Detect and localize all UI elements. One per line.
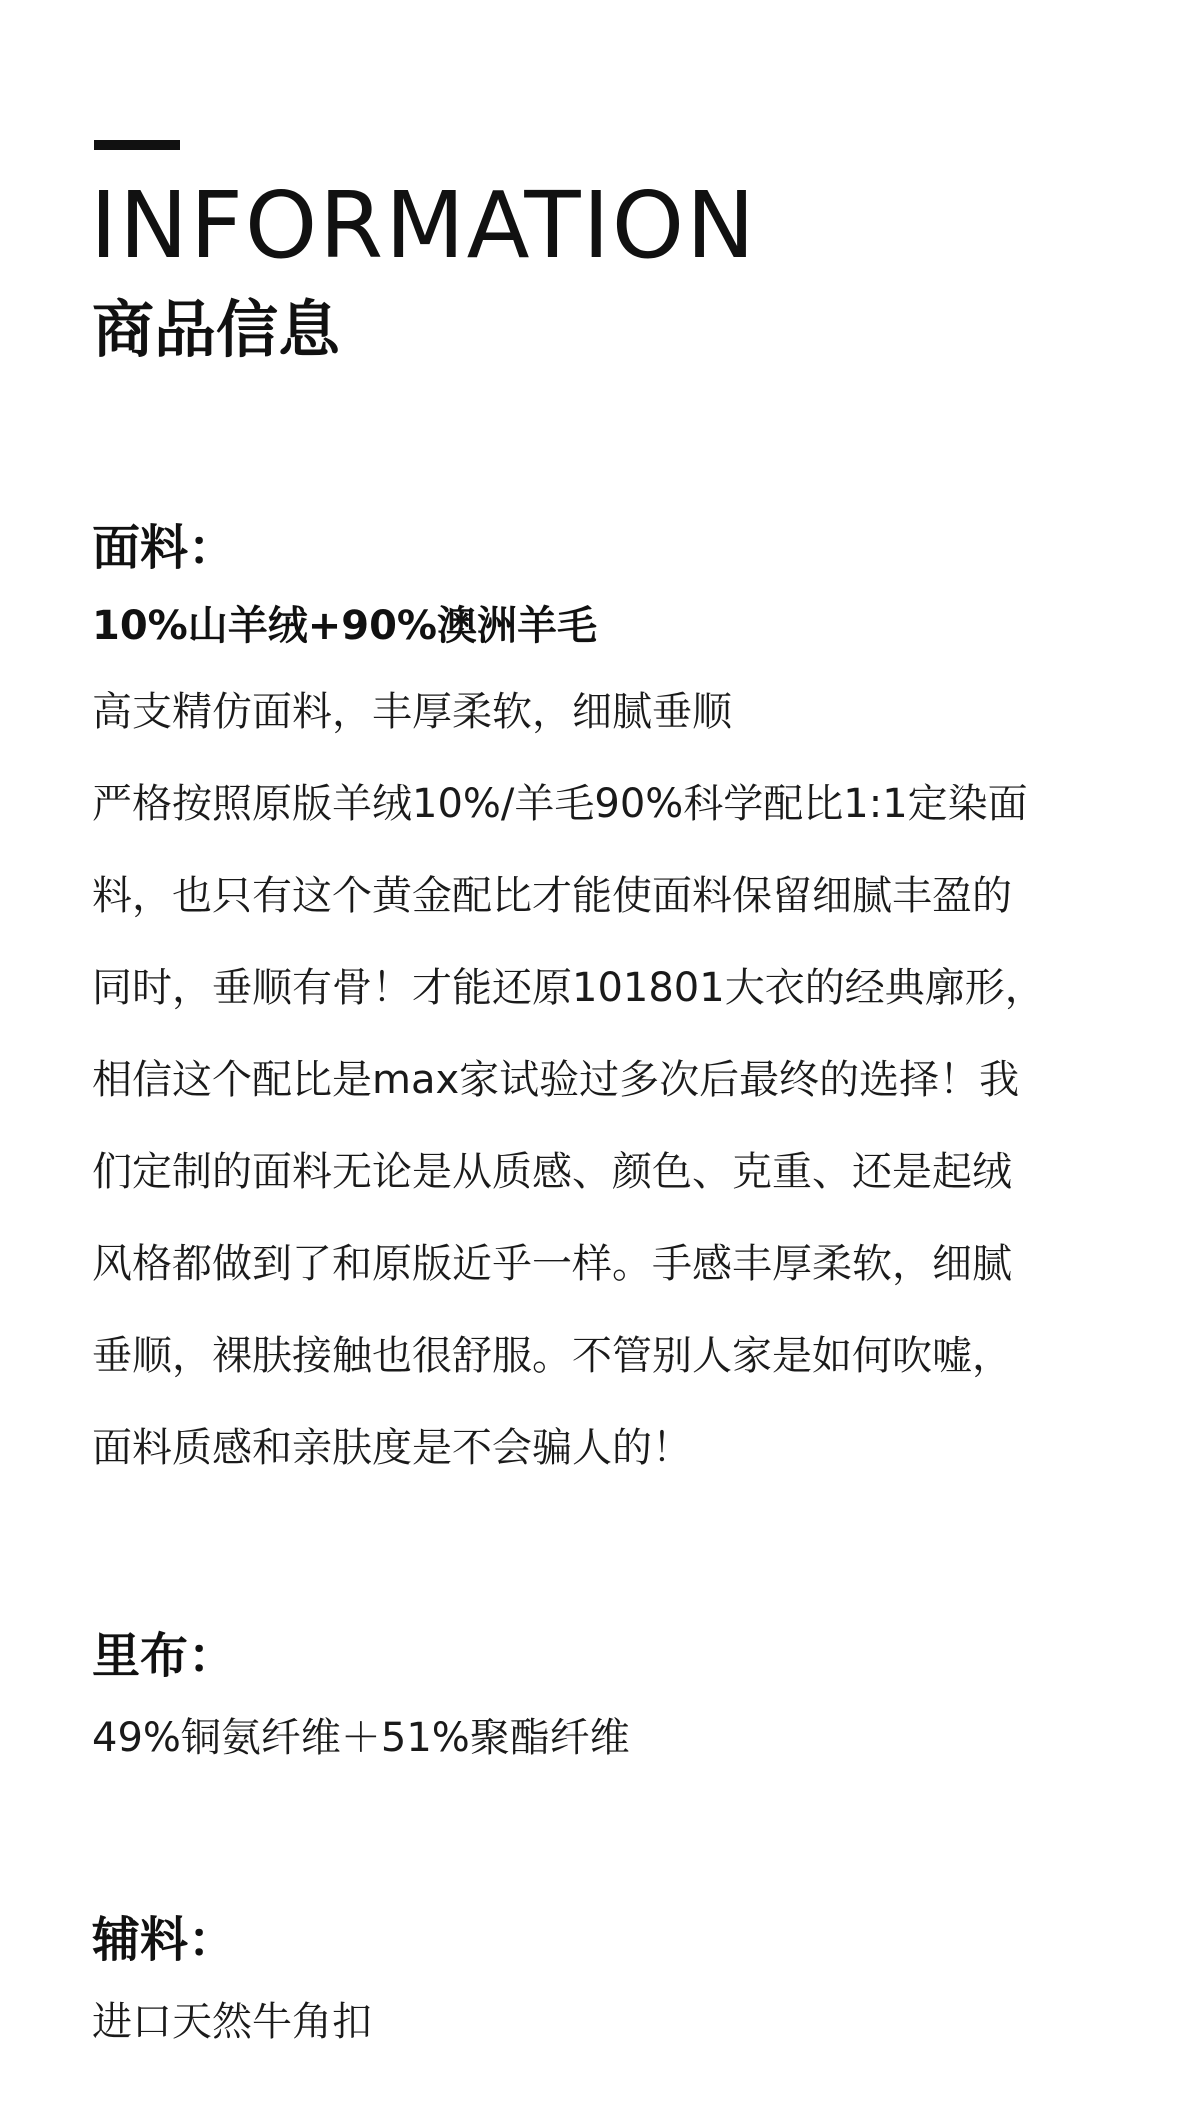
lining-composition: 49%铜氨纤维＋51%聚酯纤维 [92, 1715, 630, 1761]
fabric-line: 料，也只有这个黄金配比才能使面料保留细腻丰盈的 [92, 873, 1012, 919]
lining-heading: 里布： [92, 1628, 237, 1684]
fabric-composition: 10%山羊绒+90%澳洲羊毛 [92, 603, 597, 649]
fabric-line: 严格按照原版羊绒10%/羊毛90%科学配比1:1定染面 [92, 781, 1028, 827]
lining-section [92, 1624, 1132, 1766]
fabric-line: 们定制的面料无论是从质感、颜色、克重、还是起绒 [92, 1149, 1012, 1195]
accessories-detail: 进口天然牛角扣 [92, 1999, 372, 2045]
fabric-heading: 面料： [92, 520, 237, 576]
page-title-cn: 商品信息 [92, 293, 341, 366]
fabric-line: 高支精仿面料，丰厚柔软，细腻垂顺 [92, 689, 732, 735]
fabric-line: 相信这个配比是max家试验过多次后最终的选择！我 [92, 1057, 1020, 1103]
fabric-description [92, 666, 1132, 1494]
fabric-line: 同时，垂顺有骨！才能还原101801大衣的经典廓形， [92, 965, 1045, 1011]
fabric-line: 垂顺，裸肤接触也很舒服。不管别人家是如何吹嘘， [92, 1333, 1012, 1379]
page-title-en: INFORMATION [90, 172, 757, 279]
fabric-line: 面料质感和亲肤度是不会骗人的！ [92, 1425, 692, 1471]
fabric-section [92, 516, 1132, 1494]
fabric-line: 风格都做到了和原版近乎一样。手感丰厚柔软，细腻 [92, 1241, 1012, 1287]
accessories-heading: 辅料： [92, 1912, 237, 1968]
accessories-section [92, 1908, 1132, 2050]
accent-bar [94, 140, 180, 150]
